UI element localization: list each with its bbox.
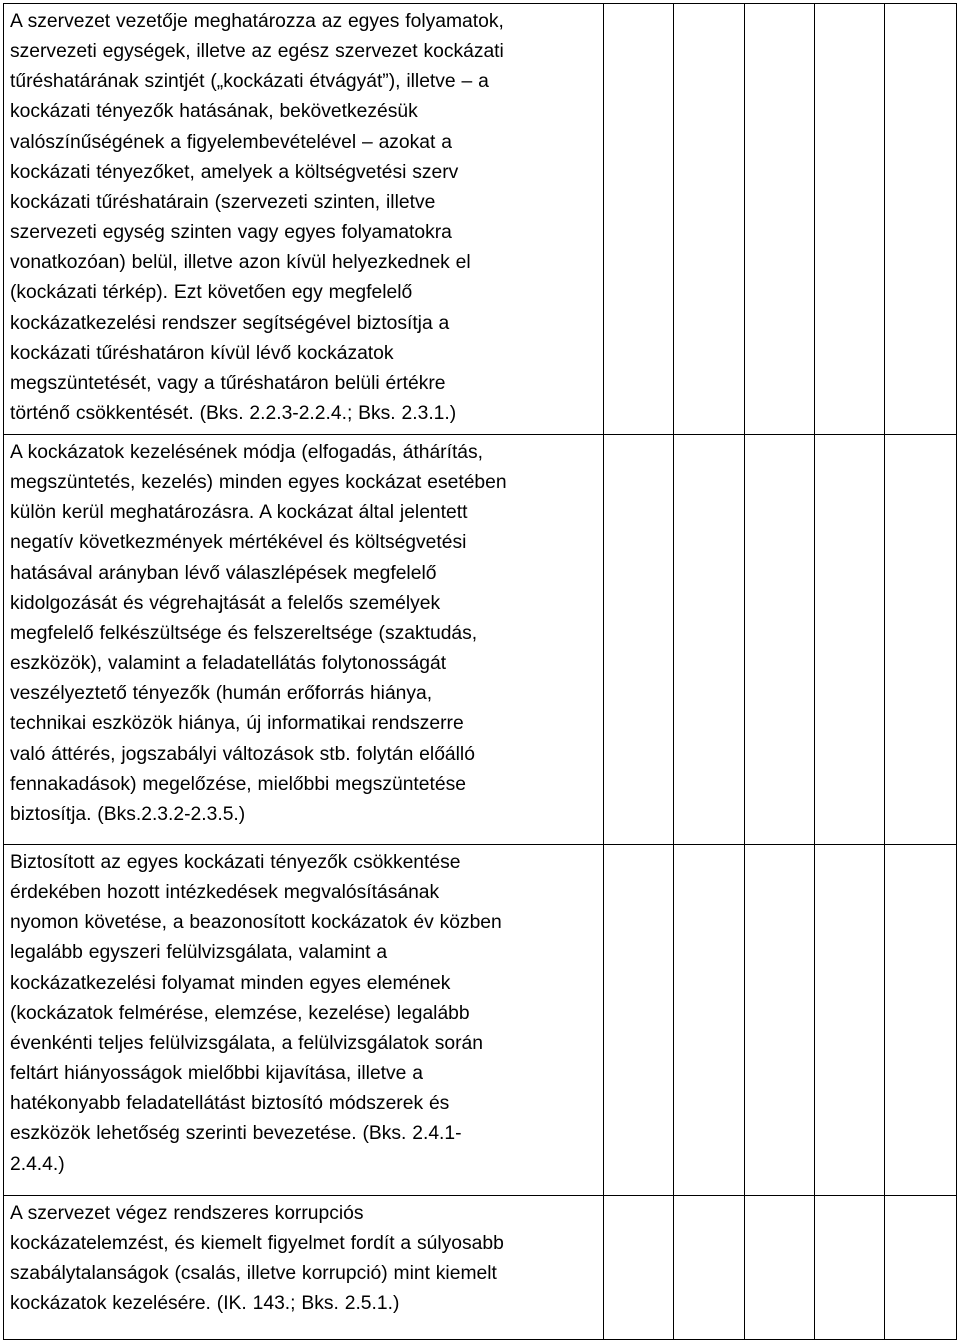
- rating-cell[interactable]: [603, 845, 673, 1196]
- rating-cell[interactable]: [674, 435, 744, 845]
- table-row: [4, 845, 957, 1196]
- rating-cell[interactable]: [744, 845, 814, 1196]
- rating-cell[interactable]: [885, 4, 957, 435]
- rating-cell[interactable]: [674, 845, 744, 1196]
- rating-cell[interactable]: [603, 435, 673, 845]
- rating-cell[interactable]: [885, 435, 957, 845]
- table-row: [4, 4, 957, 435]
- assessment-table: [3, 3, 957, 1340]
- rating-cell[interactable]: [744, 1196, 814, 1340]
- rating-cell[interactable]: [814, 845, 884, 1196]
- rating-cell[interactable]: [814, 4, 884, 435]
- table-row: [4, 435, 957, 845]
- table-row: [4, 1196, 957, 1340]
- rating-cell[interactable]: [744, 4, 814, 435]
- rating-cell[interactable]: [814, 1196, 884, 1340]
- criterion-text: A kockázatok kezelésének módja (elfogadás, áthárítás, megszüntetés, kezelés) minden egyes kockázat esetében külön kerül meghatározásra. A kockázat által jelentett negatív következmények mértékével és költségvetési hatásával arányban lévő válaszlépések megfelelő kidolgozását és végrehajtását a felelős személyek megfelelő felkészültsége és felszereltsége (szaktudás, eszközök), valamint a feladatellátás folytonosságát veszélyeztető tényezők (humán erőforrás hiánya, technikai eszközök hiánya, új informatikai rendszerre való áttérés, jogszabályi változások stb. folytán előálló fennakadások) megelőzése, mielőbbi megszüntetése biztosítja. (Bks.2.3.2-2.3.5.): [10, 442, 507, 825]
- criterion-text: Biztosított az egyes kockázati tényezők csökkentése érdekében hozott intézkedések megvalósításának nyomon követése, a beazonosított kockázatok év közben legalább egyszeri felülvizsgálata, valamint a kockázatkezelési folyamat minden egyes elemének (kockázatok felmérése, elemzése, kezelése) legalább évenkénti teljes felülvizsgálata, a felülvizsgálatok során feltárt hiányosságok mielőbbi kijavítása, illetve a hatékonyabb feladatellátást biztosító módszerek és eszközök lehetőség szerinti bevezetése. (Bks. 2.4.1- 2.4.4.): [10, 852, 502, 1175]
- rating-cell[interactable]: [603, 1196, 673, 1340]
- criterion-text: A szervezet vezetője meghatározza az egyes folyamatok, szervezeti egységek, illetve az egész szervezet kockázati tűréshatárának szintjét („kockázati étvágyát”), illetve – a kockázati tényezők hatásának, bekövetkezésük valószínűségének a figyelembevételével – azokat a kockázati tényezőket, amelyek a költségvetési szerv kockázati tűréshatárain (szervezeti szinten, illetve szervezeti egység szinten vagy egyes folyamatokra vonatkozóan) belül, illetve azon kívül helyezkednek el (kockázati térkép). Ezt követően egy megfelelő kockázatkezelési rendszer segítségével biztosítja a kockázati tűréshatáron kívül lévő kockázatok megszüntetését, vagy a tűréshatáron belüli értékre történő csökkentését. (Bks. 2.2.3-2.2.4.; Bks. 2.3.1.): [10, 11, 504, 425]
- criterion-text: A szervezet végez rendszeres korrupciós kockázatelemzést, és kiemelt figyelmet fordít a súlyosabb szabálytalanságok (csalás, illetve korrupció) mint kiemelt kockázatok kezelésére. (IK. 143.; Bks. 2.5.1.): [10, 1203, 504, 1315]
- criterion-cell: [4, 4, 604, 435]
- criterion-cell: [4, 435, 604, 845]
- criterion-cell: [4, 845, 604, 1196]
- rating-cell[interactable]: [744, 435, 814, 845]
- rating-cell[interactable]: [674, 4, 744, 435]
- rating-cell[interactable]: [885, 1196, 957, 1340]
- rating-cell[interactable]: [885, 845, 957, 1196]
- rating-cell[interactable]: [814, 435, 884, 845]
- rating-cell[interactable]: [603, 4, 673, 435]
- criterion-cell: [4, 1196, 604, 1340]
- rating-cell[interactable]: [674, 1196, 744, 1340]
